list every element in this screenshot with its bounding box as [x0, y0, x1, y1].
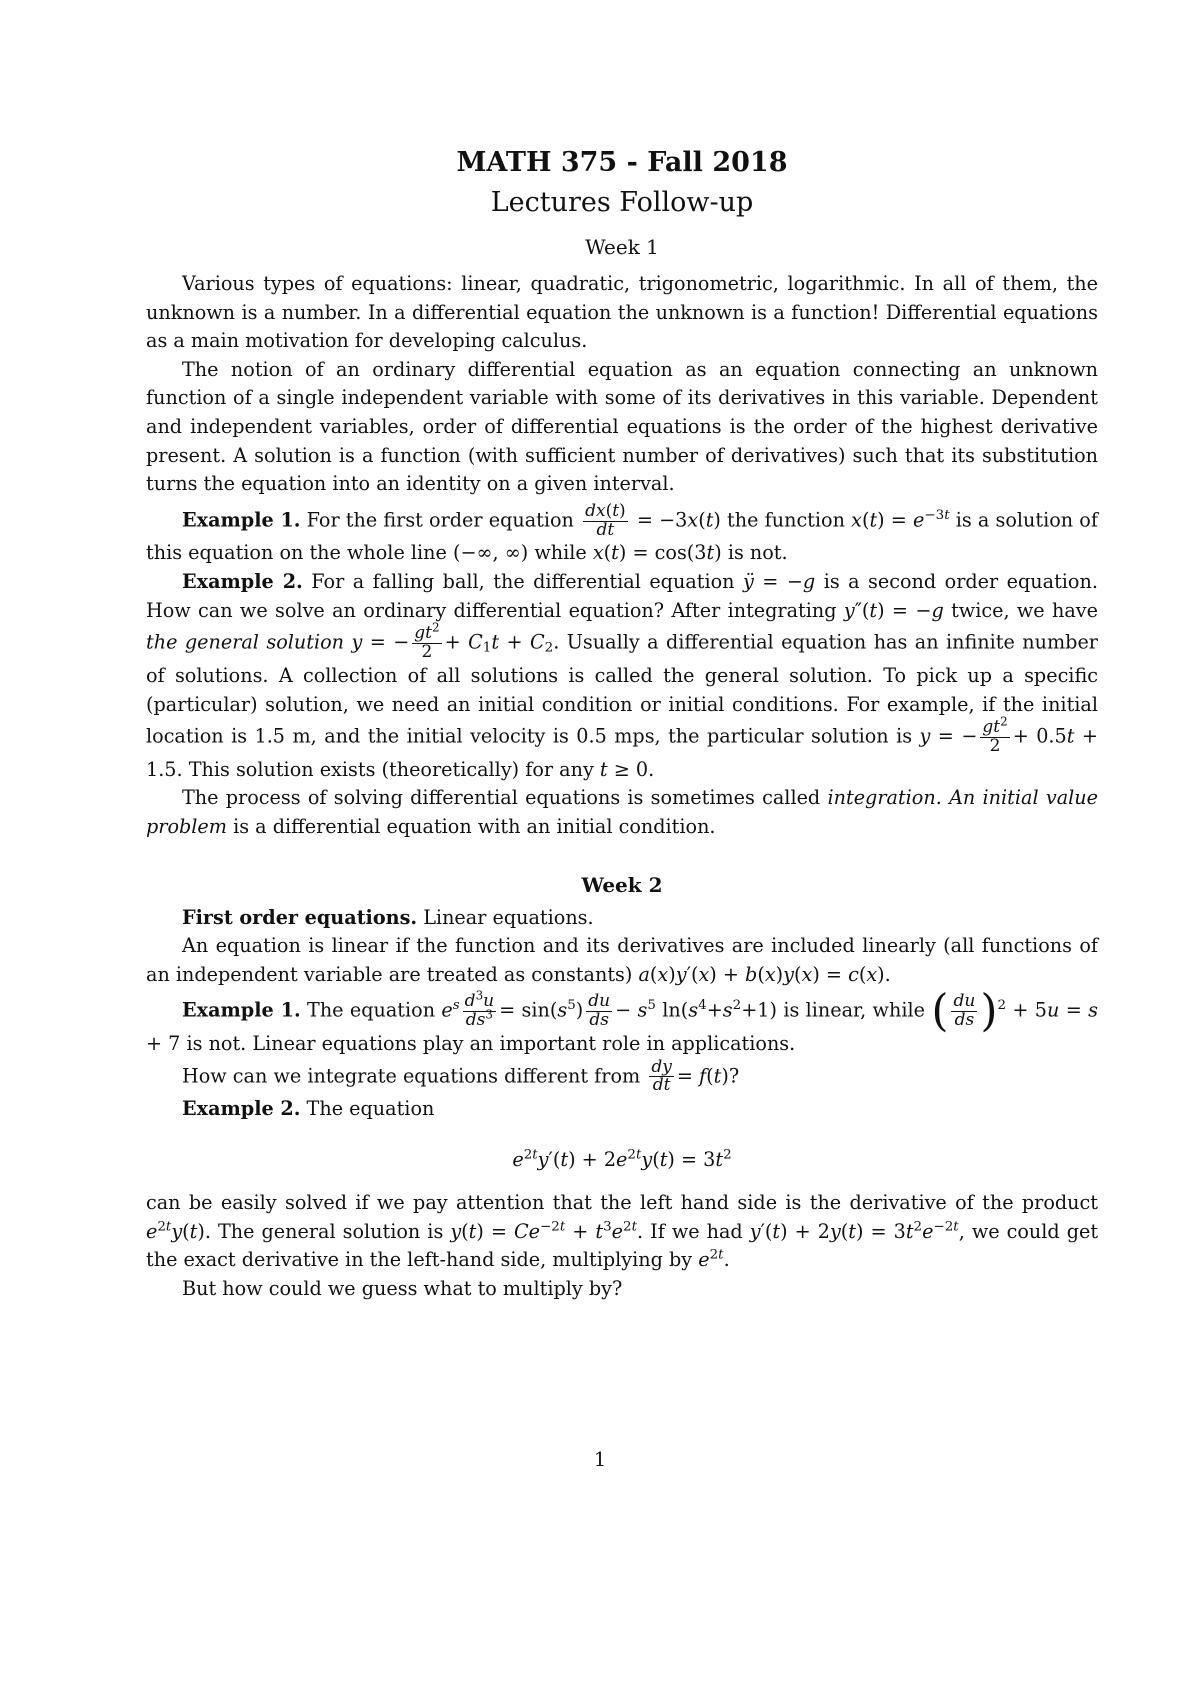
- week-2-heading: Week 2: [581, 872, 663, 897]
- fraction: $\frac{du}{ds}$: [588, 991, 611, 1031]
- week2-paragraph-3: But how could we guess what to multiply by?: [182, 1276, 623, 1300]
- document-page: [146, 140, 1098, 1303]
- fraction: $\frac{gt^2}{2}$: [414, 620, 440, 663]
- fraction: $\frac{gt^2}{2}$: [982, 714, 1008, 756]
- week1-paragraph-1: Various types of equations: linear, quadratic, trigonometric, logarithmic. In all of them, the unknown is a number. In a differential equation the unknown is a function! Differential equations as a main motivation for developing calculus.: [146, 272, 1098, 353]
- week2-question: How can we integrate equations different from $\frac{dy}{dt}$ = f(t)?: [182, 1056, 740, 1096]
- fraction: $\frac{dx(t)}{dt}$: [585, 500, 626, 540]
- week1-example-1: Example 1. For the first order equation $\frac{dx(t)}{dt}$ = −3x(t) the function $x(t) = e^{-3t}$ is a solution of this equation on the whole line (−∞, ∞) while x(t) = cos(3t) is not.: [146, 500, 1098, 565]
- week1-paragraph-3: The process of solving differential equations is sometimes called integration. An initial value problem is a differential equation with an initial condition.: [146, 786, 1098, 838]
- week2-example-1: Example 1. The equation $e^s$ $\frac{d^3u}{ds^3}$ = $\sin(s^5)$ $\frac{du}{ds}$ − $s^5$ $\ln(s^4+s^2+1)$ is linear, while ( $\frac{du}{ds}$ )$^2$ + 5u = s + 7 is not. Linear equations play an important role in applications.: [146, 985, 1098, 1056]
- fraction: $\frac{du}{ds}$: [953, 991, 976, 1031]
- example-label: Example 1.: [182, 508, 301, 532]
- fraction: $\frac{d^3u}{ds^3}$: [464, 988, 495, 1031]
- week-1-heading: Week 1: [585, 235, 659, 259]
- week2-first-order: First order equations. Linear equations.: [182, 905, 594, 929]
- week2-paragraph-1: An equation is linear if the function and its derivatives are included linearly (all functions of an independent variable are treated as constants) a(x)y′(x) + b(x)y(x) = c(x).: [146, 934, 1098, 986]
- example-label: Example 2.: [182, 1097, 301, 1121]
- week1-paragraph-2: The notion of an ordinary differential equation as an equation connecting an unknown function of a single independent variable with some of its derivatives in this variable. Dependent and independent variables, order of differential equations is the order of the highest derivative present. A solution is a function (with sufficient number of derivatives) such that its substitution turns the equation into an identity on a given interval.: [146, 357, 1098, 496]
- week2-paragraph-2: can be easily solved if we pay attention that the left hand side is the derivative of the product $e^{2t}y(t)$. The general solution is $y(t) = Ce^{-2t} + t^3e^{2t}$. If we had $y'(t) + 2y(t) = 3t^2e^{-2t}$, we could get the exact derivative in the left-hand side, multiplying by $e^{2t}$.: [146, 1190, 1099, 1272]
- example-label: Example 2.: [182, 570, 303, 594]
- week1-example-2: Example 2. For a falling ball, the differential equation ÿ = −g is a second order equation. How can we solve an ordinary differential equation? After integrating y″(t) = −g twice, we have the general solution y = − $\frac{gt^2}{2}$ + $C_1t + C_2$. Usually a differential equation has an infinite number of solutions. A collection of all solutions is called the general solution. To pick up a specific (particular) solution, we need an initial condition or initial conditions. For example, if the initial location is 1.5 m, and the initial velocity is 0.5 mps, the particular solution is y = − $\frac{gt^2}{2}$ + 0.5t + 1.5. This solution exists (theoretically) for any t ≥ 0.: [146, 570, 1098, 781]
- page-number: 1: [593, 1448, 607, 1471]
- fraction: $\frac{dy}{dt}$: [651, 1056, 672, 1096]
- week2-example-2: Example 2. The equation: [182, 1097, 435, 1121]
- document-subtitle: Lectures Follow-up: [490, 187, 754, 218]
- example-label: Example 1.: [182, 998, 301, 1022]
- document-title: MATH 375 - Fall 2018: [456, 147, 788, 178]
- display-equation: $e^{2t}y'(t) + 2e^{2t}y(t) = 3t^2$: [512, 1147, 732, 1171]
